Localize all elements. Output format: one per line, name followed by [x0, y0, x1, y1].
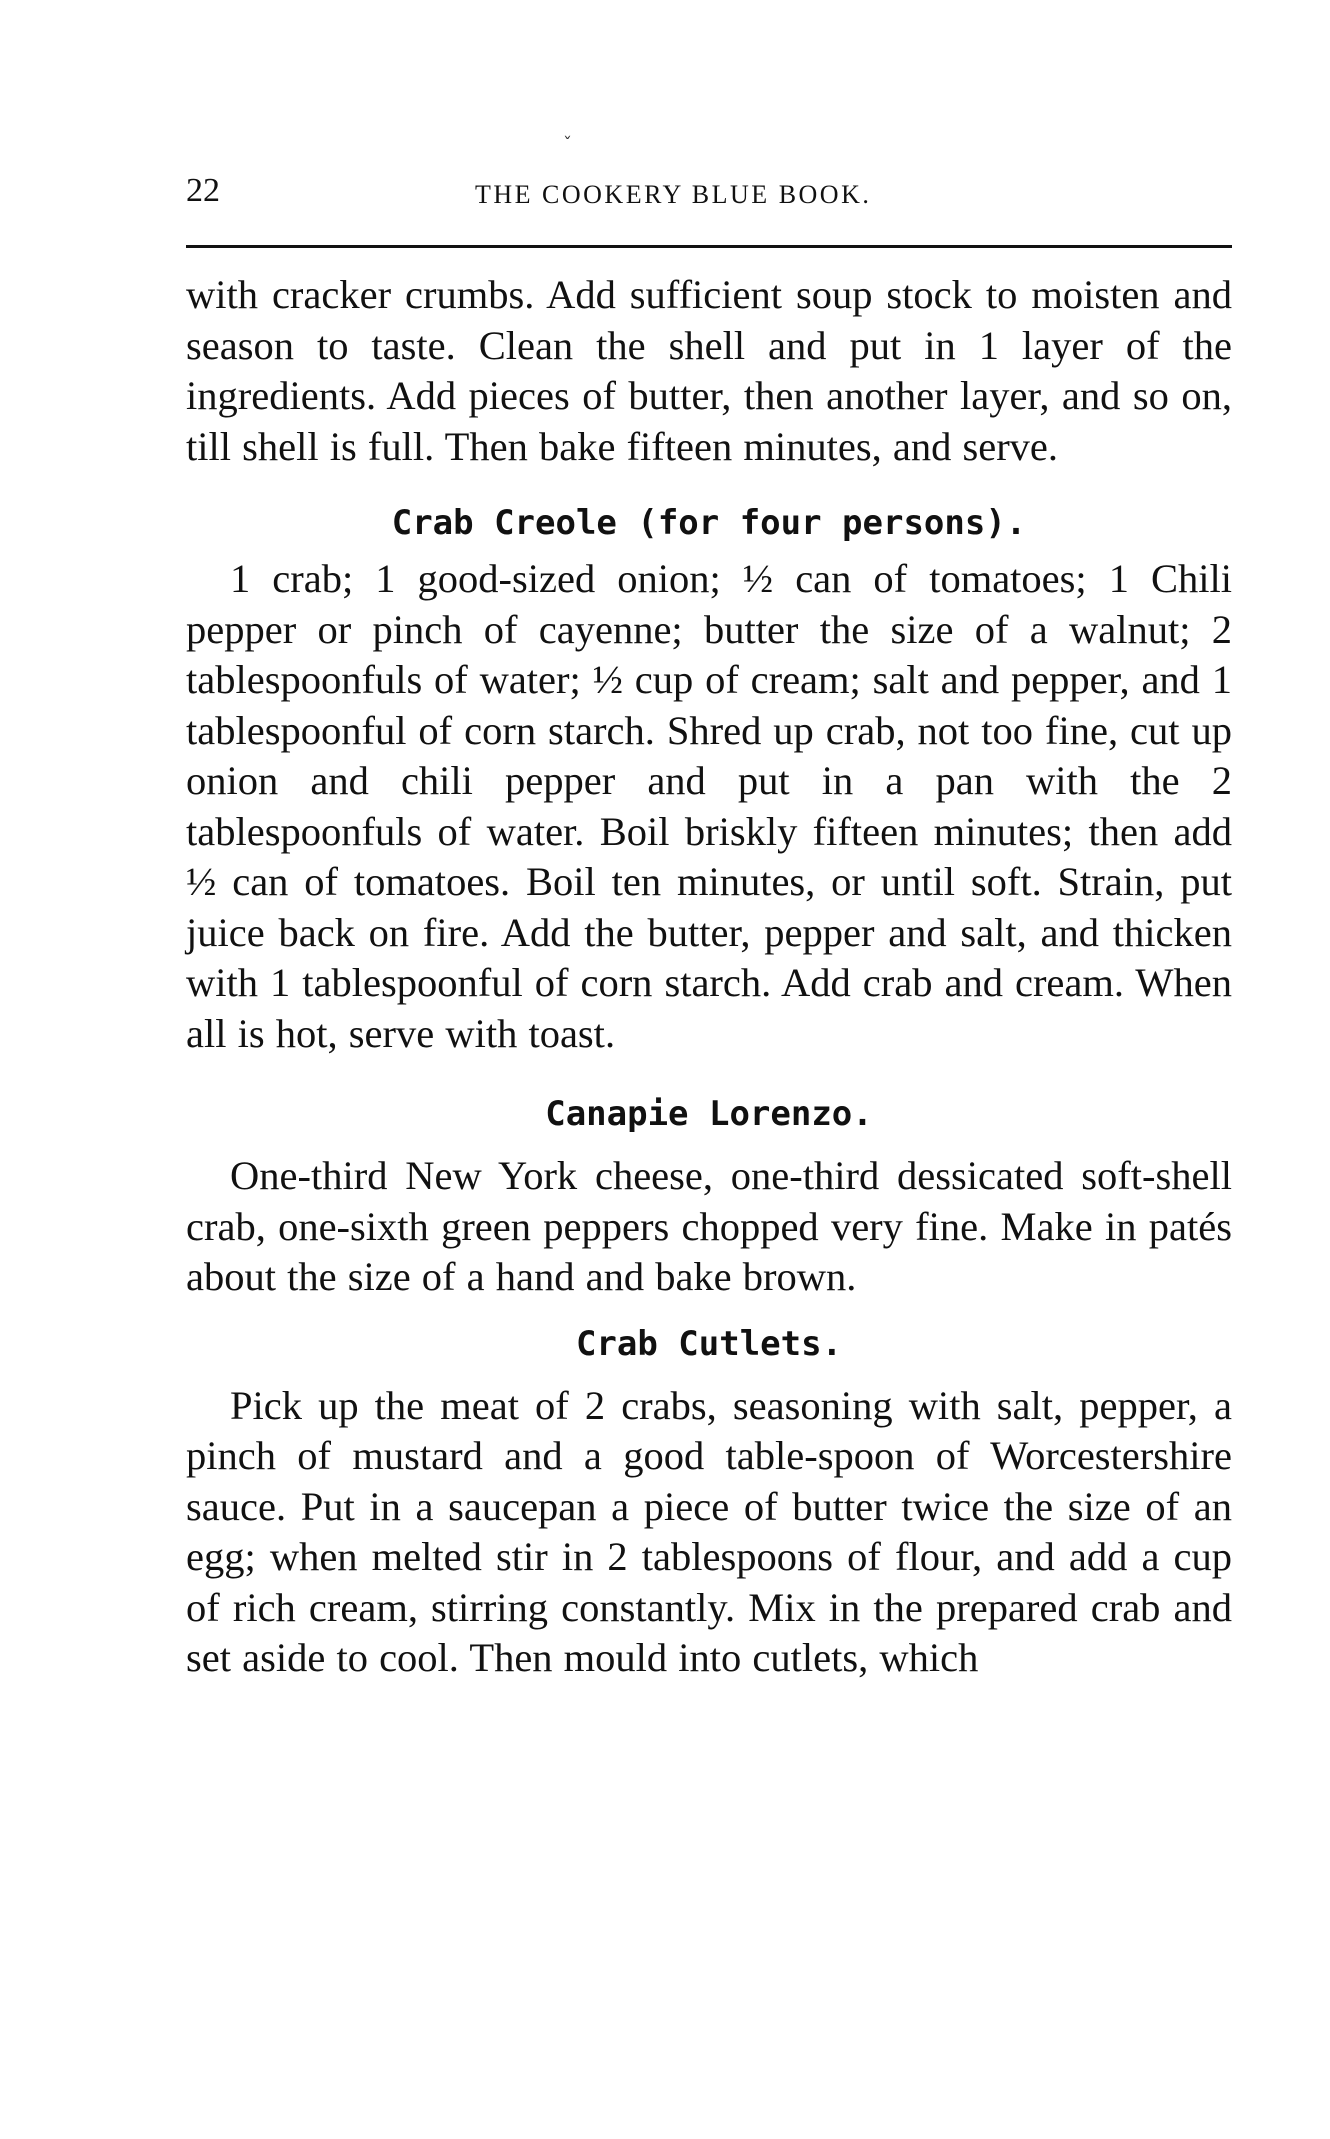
- header-rule: [186, 245, 1232, 248]
- continued-paragraph: with cracker crumbs. Add sufficient soup stock to moisten and season to taste. Clean the shell and put in 1 layer of the ingredients. Add pieces of butter, then another layer, and so on, till shell is full. Then bake fifteen minutes, and serve.: [186, 272, 1232, 469]
- running-title: THE COOKERY BLUE BOOK.: [475, 180, 872, 209]
- recipe-text-crab-cutlets: Pick up the meat of 2 crabs, seasoning with salt, pepper, a pinch of mustard and a good table-spoon of Worcestershire sauce. Put in a saucepan a piece of butter twice the size of an egg; when melted stir in 2 tablespoons of flour, and add a cup of rich cream, stirring constantly. Mix in the prepared crab and set aside to cool. Then mould into cutlets, which: [186, 1382, 1232, 1680]
- recipe-title-canapie-lorenzo: Canapie Lorenzo.: [545, 1094, 873, 1134]
- page-body: [186, 270, 1232, 1684]
- recipe-title-crab-creole: Crab Creole (for four persons).: [391, 503, 1027, 543]
- page-number: 22: [186, 172, 220, 209]
- recipe-text-crab-creole: 1 crab; 1 good-sized onion; ½ can of tomatoes; 1 Chili pepper or pinch of cayenne; butter the size of a walnut; 2 tablespoonfuls of water; ½ cup of cream; salt and pepper, and 1 tablespoonful of corn starch. Shred up crab, not too fine, cut up onion and chili pepper and put in a pan with the 2 tablespoonfuls of water. Boil briskly fifteen minutes; then add ½ can of tomatoes. Boil ten minutes, or until soft. Strain, put juice back on fire. Add the butter, pepper and salt, and thicken with 1 tablespoonful of corn starch. Add crab and cream. When all is hot, serve with toast.: [186, 556, 1232, 1056]
- recipe-title-crab-cutlets: Crab Cutlets.: [575, 1323, 843, 1364]
- print-mark: ˇ: [563, 134, 572, 155]
- recipe-text-canapie-lorenzo: One-third New York cheese, one-third dessicated soft-shell crab, one-sixth green peppers chopped very fine. Make in patés about the size of a hand and bake brown.: [186, 1153, 1232, 1299]
- page-header: [186, 172, 1232, 218]
